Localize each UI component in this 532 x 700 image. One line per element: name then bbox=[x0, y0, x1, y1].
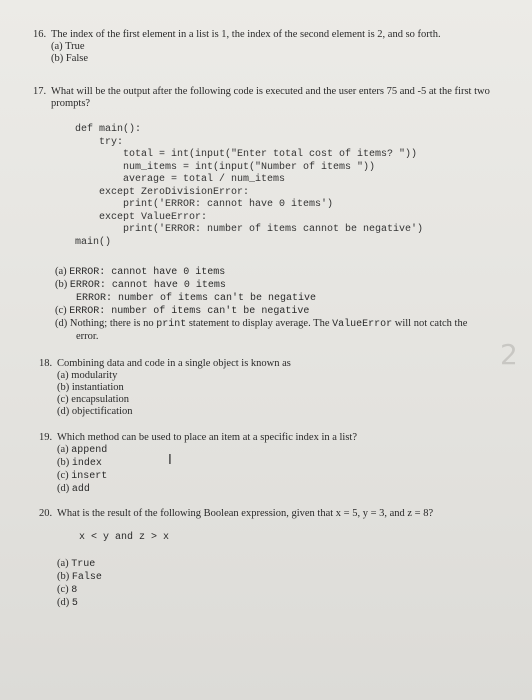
question-17 bbox=[33, 86, 490, 110]
option-d: (d) objectification bbox=[57, 406, 133, 417]
option-b: (b) index bbox=[57, 457, 102, 469]
option-a: (a) True bbox=[57, 558, 96, 570]
question-text: What will be the output after the following code is executed and the user enters 75 and -5 at the first two bbox=[51, 86, 490, 97]
code-line: total = int(input("Enter total cost of items? ")) bbox=[75, 149, 418, 160]
option-b-cont: ERROR: number of items can't be negative bbox=[76, 293, 317, 304]
code-line: except ValueError: bbox=[75, 211, 208, 223]
question-16 bbox=[33, 29, 441, 65]
question-number: 20. bbox=[39, 508, 53, 519]
code-line: num_items = int(input("Number of items ")) bbox=[75, 161, 376, 173]
question-20 bbox=[39, 508, 433, 520]
question-number: 19. bbox=[39, 432, 53, 443]
option-b: (b) instantiation bbox=[57, 382, 124, 393]
code-block bbox=[75, 124, 423, 249]
option-d: (d) add bbox=[57, 483, 90, 495]
code-line: print('ERROR: number of items cannot be negative') bbox=[75, 224, 424, 235]
question-text: What is the result of the following Boolean expression, given that x = 5, y = 3, and z = 8? bbox=[57, 508, 434, 519]
option-b: (b) ERROR: cannot have 0 items bbox=[55, 279, 226, 291]
pencil-annotation: 2 bbox=[500, 338, 518, 371]
option-c: (c) encapsulation bbox=[57, 394, 130, 405]
question-19 bbox=[39, 432, 357, 496]
option-c: (c) ERROR: number of items can't be negative bbox=[55, 305, 310, 317]
code-line: main() bbox=[75, 236, 112, 248]
question-20-options bbox=[57, 558, 102, 610]
question-number: 17. bbox=[33, 86, 47, 97]
option-d-cont: error. bbox=[76, 331, 99, 342]
code-line: try: bbox=[75, 136, 124, 148]
option-a: (a) ERROR: cannot have 0 items bbox=[55, 266, 226, 278]
code-line: print('ERROR: cannot have 0 items') bbox=[75, 199, 334, 210]
option-a: (a) modularity bbox=[57, 370, 118, 381]
text-cursor-icon: I bbox=[168, 453, 172, 468]
boolean-expression: x < y and z > x bbox=[79, 532, 170, 543]
option-a: (a) append bbox=[57, 444, 108, 456]
question-text: The index of the first element in a list is 1, the index of the second element is 2, and so forth. bbox=[51, 29, 441, 40]
question-18 bbox=[39, 358, 291, 418]
option-b: (b) False bbox=[57, 571, 102, 583]
option-c: (c) insert bbox=[57, 470, 108, 482]
code-line: def main(): bbox=[75, 124, 142, 135]
option-d: (d) Nothing; there is no print statement to display average. The ValueError will not catch the bbox=[55, 318, 468, 330]
question-text-cont: prompts? bbox=[51, 98, 91, 109]
code-line: except ZeroDivisionError: bbox=[75, 186, 250, 198]
question-17-options bbox=[55, 266, 520, 343]
option-b: (b) False bbox=[51, 53, 89, 64]
question-text: Which method can be used to place an item at a specific index in a list? bbox=[57, 432, 358, 443]
question-number: 16. bbox=[33, 29, 47, 40]
option-c: (c) 8 bbox=[57, 584, 78, 596]
option-d: (d) 5 bbox=[57, 597, 78, 609]
question-text: Combining data and code in a single object is known as bbox=[57, 358, 291, 369]
option-a: (a) True bbox=[51, 41, 85, 52]
code-line: average = total / num_items bbox=[75, 174, 286, 185]
question-number: 18. bbox=[39, 358, 53, 369]
